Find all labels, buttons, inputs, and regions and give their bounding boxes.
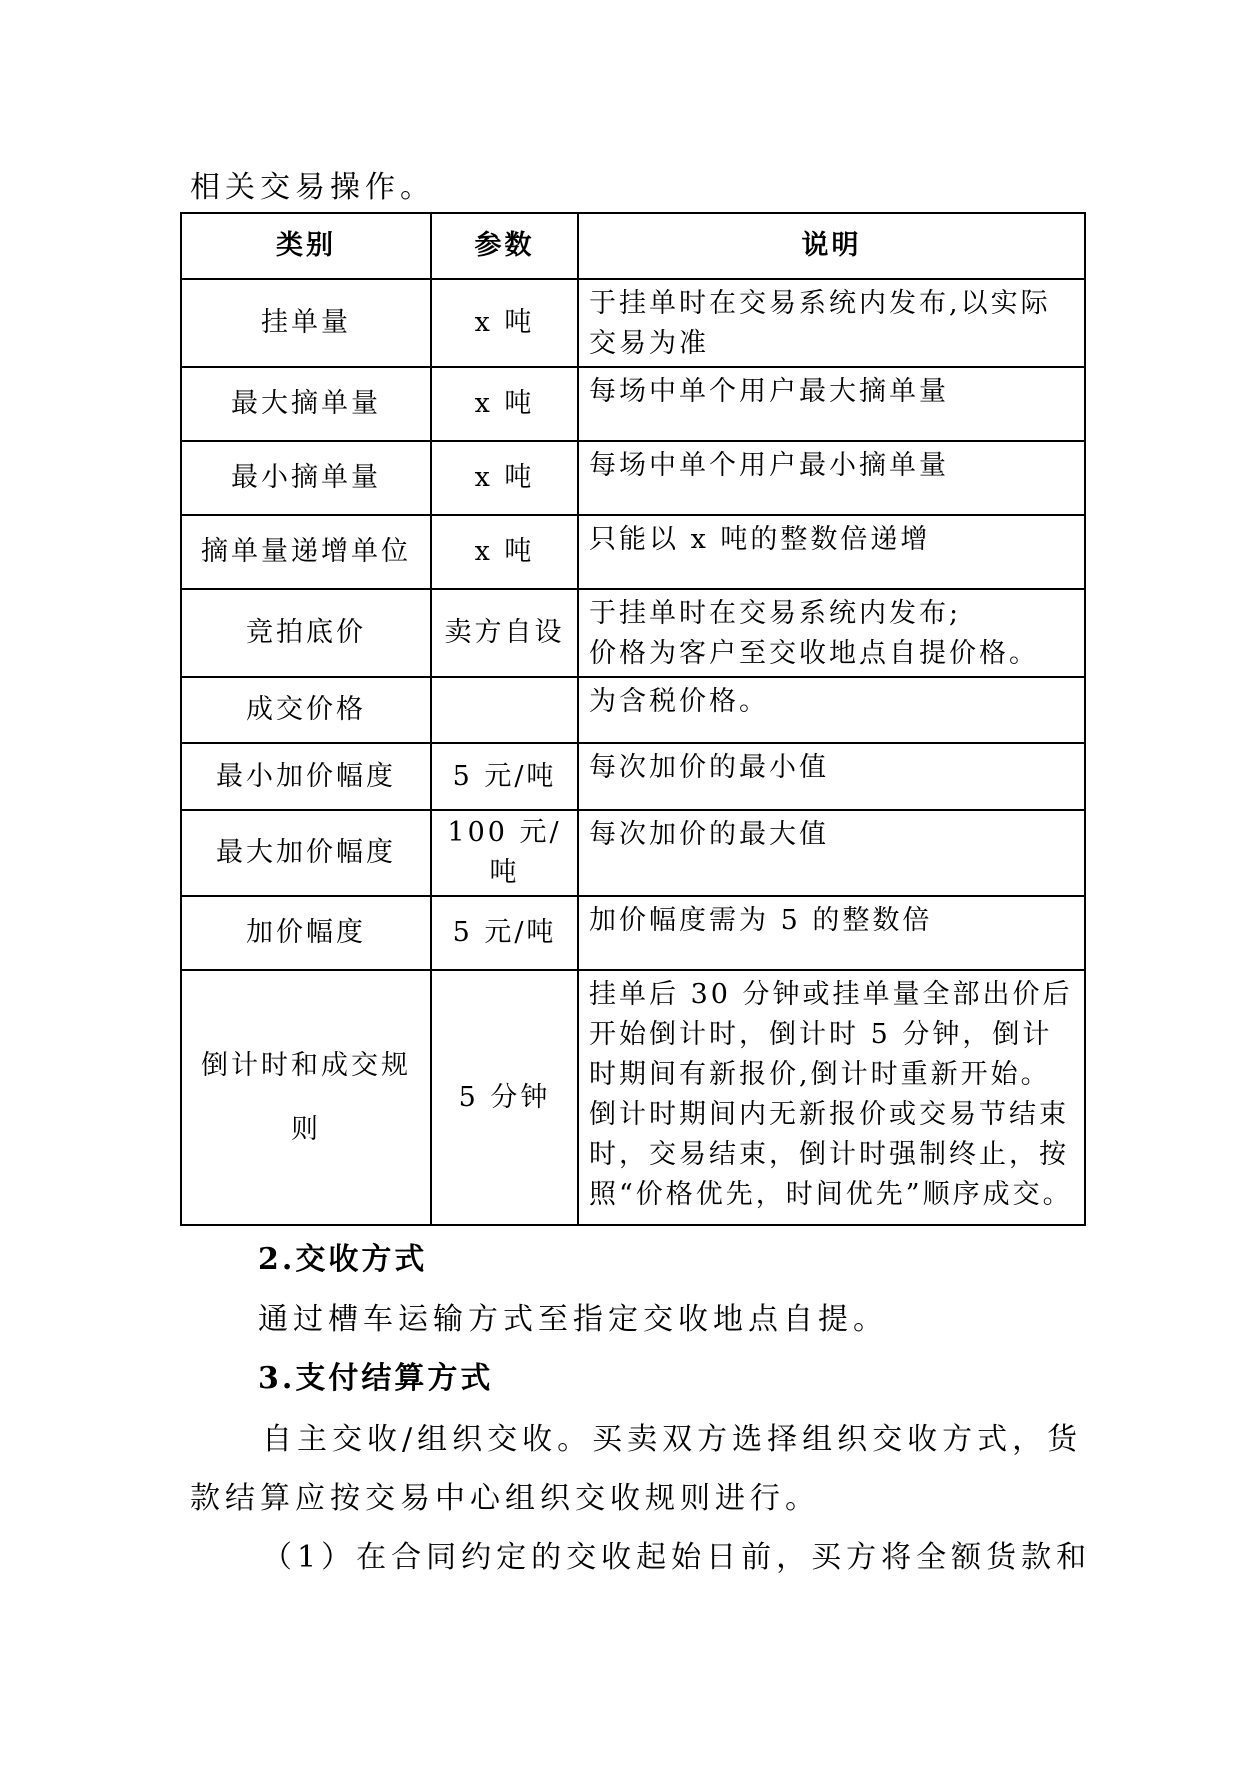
- row-category: 挂单量: [181, 279, 431, 367]
- row-desc: 每次加价的最小值: [578, 743, 1085, 810]
- row-category: 最大加价幅度: [181, 810, 431, 896]
- row-category: 加价幅度: [181, 896, 431, 970]
- row-desc: 为含税价格。: [578, 677, 1085, 743]
- section-3-body-line2: 款结算应按交易中心组织交收规则进行。: [190, 1481, 820, 1516]
- row-param: 5 元/吨: [431, 896, 578, 970]
- table-row: [181, 896, 1085, 970]
- row-desc: 每场中单个用户最小摘单量: [578, 441, 1085, 515]
- table-row: [181, 515, 1085, 589]
- header-category: 类别: [181, 213, 431, 279]
- row-category: 最小加价幅度: [181, 743, 431, 810]
- table-row: [181, 970, 1085, 1225]
- row-param: x 吨: [431, 515, 578, 589]
- row-desc: 挂单后 30 分钟或挂单量全部出价后开始倒计时，倒计时 5 分钟，倒计时期间有新报价,倒计时重新开始。倒计时期间内无新报价或交易节结束时，交易结束，倒计时强制终止，按照“价格优先，时间优先”顺序成交。: [578, 970, 1085, 1225]
- row-param: 5 元/吨: [431, 743, 578, 810]
- row-desc: 于挂单时在交易系统内发布; 价格为客户至交收地点自提价格。: [578, 589, 1085, 677]
- row-param: 卖方自设: [431, 589, 578, 677]
- item-1-line1: （1）在合同约定的交收起始日前，买方将全额货款和: [262, 1540, 1092, 1575]
- table-row: [181, 589, 1085, 677]
- table-row: [181, 279, 1085, 367]
- row-param: x 吨: [431, 441, 578, 515]
- row-desc: 每场中单个用户最大摘单量: [578, 367, 1085, 441]
- row-category: 成交价格: [181, 677, 431, 743]
- table-row: [181, 677, 1085, 743]
- row-category: 摘单量递增单位: [181, 515, 431, 589]
- intro-line: 相关交易操作。: [190, 170, 435, 205]
- row-desc: 加价幅度需为 5 的整数倍: [578, 896, 1085, 970]
- table-row: [181, 367, 1085, 441]
- section-3-heading: 3.支付结算方式: [258, 1361, 494, 1396]
- row-category: 竞拍底价: [181, 589, 431, 677]
- table-row: [181, 810, 1085, 896]
- table-header-row: [181, 213, 1085, 279]
- section-2-heading: 2.交收方式: [258, 1242, 428, 1277]
- row-param: [431, 677, 578, 743]
- row-category: 倒计时和成交规则: [181, 970, 431, 1225]
- header-desc: 说明: [578, 213, 1085, 279]
- row-desc: 每次加价的最大值: [578, 810, 1085, 896]
- row-desc: 于挂单时在交易系统内发布,以实际交易为准: [578, 279, 1085, 367]
- row-category: 最大摘单量: [181, 367, 431, 441]
- table-row: [181, 441, 1085, 515]
- header-param: 参数: [431, 213, 578, 279]
- section-2-body: 通过槽车运输方式至指定交收地点自提。: [258, 1302, 888, 1337]
- row-param: 100 元/吨: [431, 810, 578, 896]
- row-param: 5 分钟: [431, 970, 578, 1225]
- row-param: x 吨: [431, 367, 578, 441]
- row-param: x 吨: [431, 279, 578, 367]
- row-desc: 只能以 x 吨的整数倍递增: [578, 515, 1085, 589]
- section-3-body-line1: 自主交收/组织交收。买卖双方选择组织交收方式，货: [262, 1422, 1083, 1457]
- table-row: [181, 743, 1085, 810]
- row-category: 最小摘单量: [181, 441, 431, 515]
- spec-table: [180, 212, 1086, 1226]
